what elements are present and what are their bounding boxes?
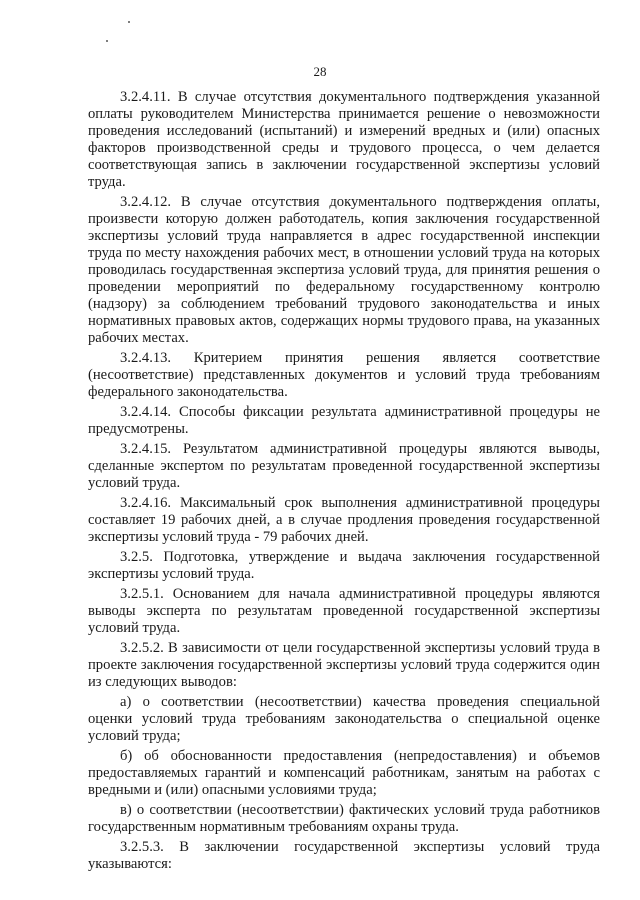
list-item: в) о соответствии (несоответствии) фактических условий труда работников государственным нормативным требованиям охраны труда. [88, 802, 600, 835]
paragraph: 3.2.4.14. Способы фиксации результата административной процедуры не предусмотрены. [88, 404, 600, 437]
paragraph: 3.2.5.1. Основанием для начала административной процедуры являются выводы эксперта по результатам проведенной государственной экспертизы условий труда. [88, 586, 600, 636]
paragraph: 3.2.5.3. В заключении государственной экспертизы условий труда указываются: [88, 839, 600, 872]
paragraph: 3.2.5. Подготовка, утверждение и выдача заключения государственной экспертизы условий труда. [88, 549, 600, 582]
paragraph: 3.2.4.16. Максимальный срок выполнения административной процедуры составляет 19 рабочих дней, а в случае продления проведения государственной экспертизы условий труда - 79 рабочих дней. [88, 495, 600, 545]
paragraph: 3.2.5.2. В зависимости от цели государственной экспертизы условий труда в проекте заключения государственной экспертизы условий труда содержится один из следующих выводов: [88, 640, 600, 690]
paragraph: 3.2.4.11. В случае отсутствия документального подтверждения указанной оплаты руководителем Министерства принимается решение о невозможности проведения исследований (испытаний) и измерений вредных и (или) опасных факторов производственной среды и трудового процесса, о чем делается соответствующая запись в заключении государственной экспертизы условий труда. [88, 89, 600, 190]
list-item: б) об обоснованности предоставления (непредоставления) и объемов предоставляемых гарантий и компенсаций работникам, занятым на работах с вредными и (или) опасными условиями труда; [88, 748, 600, 798]
scan-speck [106, 40, 108, 42]
document-body [88, 89, 600, 876]
paragraph: 3.2.4.13. Критерием принятия решения является соответствие (несоответствие) представленных документов и условий труда требованиям федерального законодательства. [88, 350, 600, 400]
paragraph: 3.2.4.15. Результатом административной процедуры являются выводы, сделанные экспертом по результатам проведенной государственной экспертизы условий труда. [88, 441, 600, 491]
page-number: 28 [313, 64, 327, 79]
paragraph: 3.2.4.12. В случае отсутствия документального подтверждения оплаты, произвести которую должен работодатель, копия заключения государственной экспертизы условий труда направляется в адрес государственной инспекции труда по месту нахождения рабочих мест, в отношении условий труда на которых проводилась государственная экспертиза условий труда, для принятия решения о проведении мероприятий по федеральному государственному контролю (надзору) за соблюдением требований трудового законодательства и иных нормативных правовых актов, содержащих нормы трудового права, на указанных рабочих местах. [88, 194, 600, 346]
list-item: а) о соответствии (несоответствии) качества проведения специальной оценки условий труда требованиям законодательства о специальной оценке условий труда; [88, 694, 600, 744]
scan-speck [128, 21, 130, 23]
